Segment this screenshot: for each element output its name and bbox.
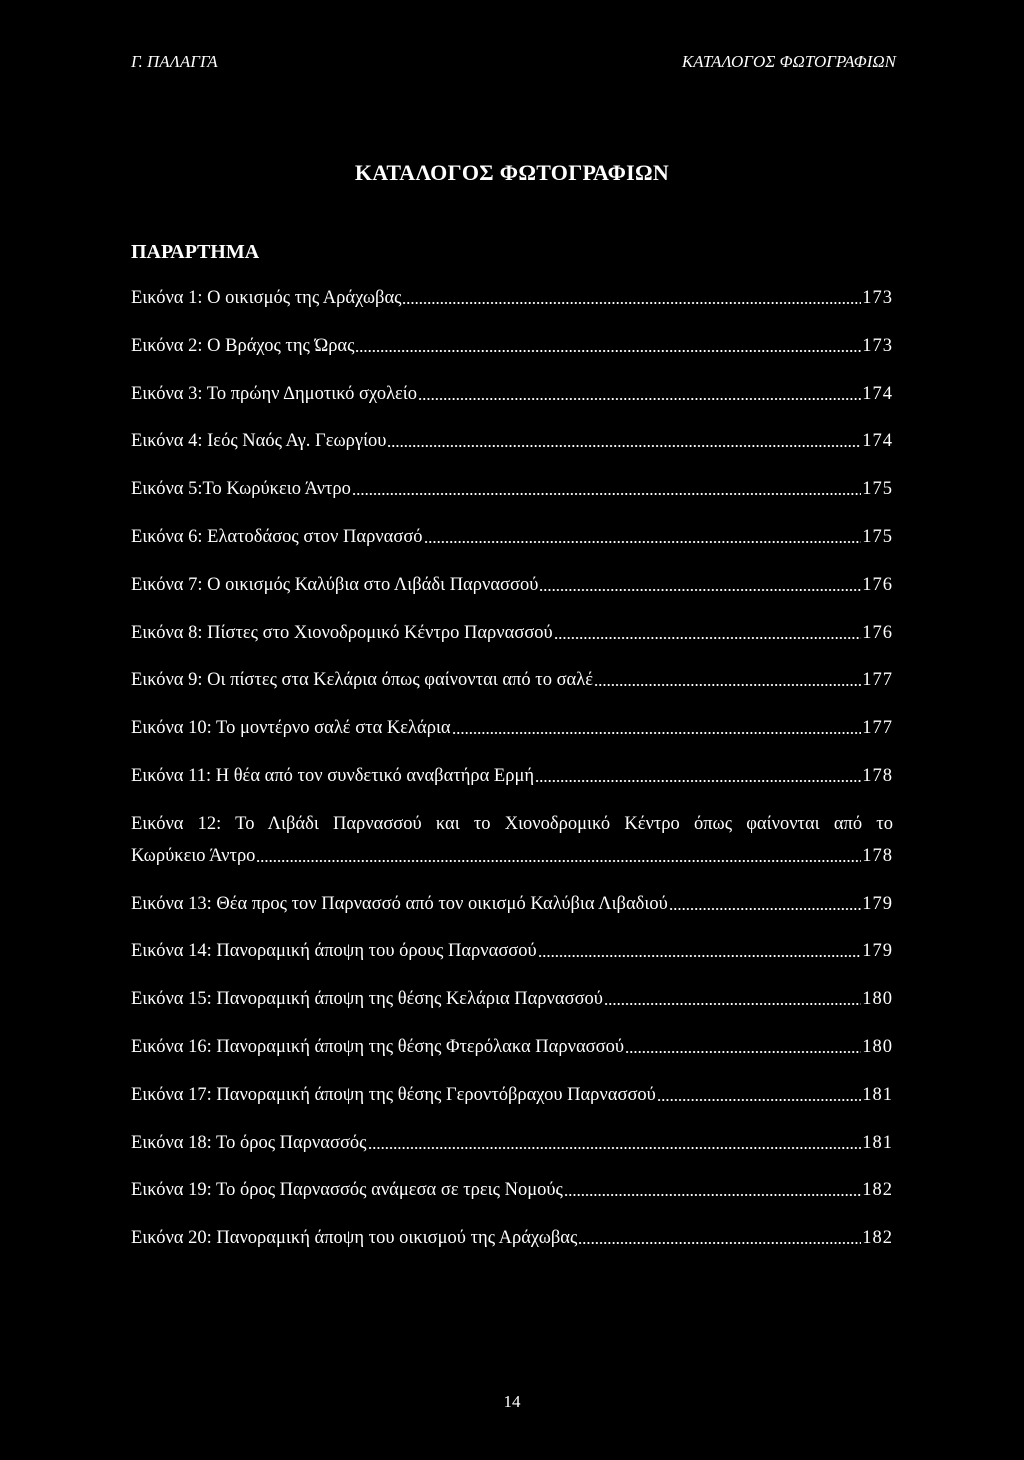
running-header-author: Γ. ΠΑΛΑΓΓΑ xyxy=(131,52,218,71)
figure-entry-page: 176 xyxy=(862,574,893,595)
figure-entry-page: 173 xyxy=(862,335,893,356)
figure-entry-text: Εικόνα 7: Ο οικισμός Καλύβια στο Λιβάδι Παρνασσού xyxy=(131,574,539,595)
figure-entry-14[interactable] xyxy=(131,939,893,963)
page-title: ΚΑΤΑΛΟΓΟΣ ΦΩΤΟΓΡΑΦΙΩΝ xyxy=(354,160,670,185)
figure-entry-text: Εικόνα 14: Πανοραμική άποψη του όρους Παρνασσού xyxy=(131,941,537,962)
figure-entry-17[interactable] xyxy=(131,1083,893,1107)
dot-leader xyxy=(604,992,861,1006)
dot-leader xyxy=(625,1040,861,1054)
figure-entry-text: Εικόνα 12: Το Λιβάδι Παρνασσού και το Χιονοδρομικό Κέντρο όπως φαίνονται από το xyxy=(131,813,893,834)
figure-entry-3[interactable] xyxy=(131,382,893,406)
figure-entry-text: Εικόνα 8: Πίστες στο Χιονοδρομικό Κέντρο Παρνασσού xyxy=(131,622,553,643)
figure-entry-page: 182 xyxy=(862,1228,893,1249)
figure-entry-page: 181 xyxy=(862,1132,893,1153)
figure-entry-text: Εικόνα 4: Ιεός Ναός Αγ. Γεωργίου xyxy=(131,431,387,452)
figure-entry-page: 180 xyxy=(862,989,893,1010)
dot-leader xyxy=(554,626,862,640)
dot-leader xyxy=(402,291,861,305)
figure-entry-20[interactable] xyxy=(131,1226,893,1250)
figure-entry-text: Εικόνα 17: Πανοραμική άποψη της θέσης Γεροντόβραχου Παρνασσού xyxy=(131,1084,656,1105)
figure-entry-text: Εικόνα 11: Η θέα από τον συνδετικό αναβατήρα Ερμή xyxy=(131,765,535,786)
figure-entry-text: Εικόνα 1: Ο οικισμός της Αράχωβας xyxy=(131,288,402,308)
figure-entry-text: Εικόνα 3: Το πρώην Δημοτικό σχολείο xyxy=(131,383,418,404)
figure-entry-10[interactable] xyxy=(131,716,893,740)
dot-leader xyxy=(539,578,861,592)
figure-entry-11[interactable] xyxy=(131,764,893,788)
figure-entry-page: 178 xyxy=(862,765,893,786)
dot-leader xyxy=(418,387,861,401)
figure-entry-text: Εικόνα 19: Το όρος Παρνασσός ανάμεσα σε τρεις Νομούς xyxy=(131,1180,563,1201)
dot-leader xyxy=(368,1136,862,1150)
figure-entry-4[interactable] xyxy=(131,429,893,453)
running-header-title: ΚΑΤΑΛΟΓΟΣ ΦΩΤΟΓΡΑΦΙΩΝ xyxy=(681,52,896,71)
figure-entry-text: Εικόνα 20: Πανοραμική άποψη του οικισμού της Αράχωβας xyxy=(131,1228,578,1249)
dot-leader xyxy=(535,769,861,783)
dot-leader xyxy=(352,482,861,496)
figure-entry-text: Εικόνα 6: Ελατοδάσος στον Παρνασσό xyxy=(131,526,423,547)
figure-entry-7[interactable] xyxy=(131,573,893,597)
dot-leader xyxy=(256,849,861,863)
figure-entry-text: Εικόνα 10: Το μοντέρνο σαλέ στα Κελάρια xyxy=(131,718,451,739)
figure-entry-text: Εικόνα 16: Πανοραμική άποψη της θέσης Φτερόλακα Παρνασσού xyxy=(131,1036,624,1057)
figure-entry-page: 180 xyxy=(862,1036,893,1057)
dot-leader xyxy=(452,721,862,735)
dot-leader xyxy=(355,339,861,353)
figure-entry-12[interactable] xyxy=(131,812,893,868)
figure-entry-9[interactable] xyxy=(131,668,893,692)
figure-entry-8[interactable] xyxy=(131,621,893,645)
figure-entry-page: 178 xyxy=(862,845,893,866)
figure-entry-text: Εικόνα 13: Θέα προς τον Παρνασσό από τον οικισμό Καλύβια Λιβαδιού xyxy=(131,893,668,914)
figure-entry-5[interactable] xyxy=(131,477,893,501)
figure-entry-page: 181 xyxy=(862,1084,893,1105)
figure-entry-text: Εικόνα 9: Οι πίστες στα Κελάρια όπως φαίνονται από το σαλέ xyxy=(131,670,593,691)
figure-entry-6[interactable] xyxy=(131,525,893,549)
figure-entry-text: Εικόνα 18: Το όρος Παρνασσός xyxy=(131,1132,367,1153)
figure-entry-page: 176 xyxy=(862,622,893,643)
dot-leader xyxy=(538,944,862,958)
figure-entry-18[interactable] xyxy=(131,1131,893,1155)
figure-entry-page: 182 xyxy=(862,1180,893,1201)
figure-entry-page: 173 xyxy=(862,288,893,308)
figure-entry-text: Κωρύκειο Άντρο xyxy=(131,845,256,866)
figure-entry-page: 177 xyxy=(862,718,893,739)
figure-entry-16[interactable] xyxy=(131,1035,893,1059)
figure-entry-15[interactable] xyxy=(131,987,893,1011)
figure-entry-continuation xyxy=(131,844,893,868)
dot-leader xyxy=(387,434,861,448)
figure-entry-page: 177 xyxy=(862,670,893,691)
figure-entry-19[interactable] xyxy=(131,1178,893,1202)
figure-entry-page: 174 xyxy=(862,383,893,404)
dot-leader xyxy=(564,1183,861,1197)
figure-list xyxy=(131,286,893,1274)
dot-leader xyxy=(669,897,861,911)
dot-leader xyxy=(594,673,861,687)
figure-entry-13[interactable] xyxy=(131,892,893,916)
figure-entry-page: 175 xyxy=(862,479,893,500)
figure-entry-text: Εικόνα 5:Το Κωρύκειο Άντρο xyxy=(131,479,351,500)
figure-entry-page: 179 xyxy=(862,941,893,962)
figure-entry-page: 179 xyxy=(862,893,893,914)
figure-entry-2[interactable] xyxy=(131,334,893,358)
figure-entry-text: Εικόνα 2: Ο Βράχος της Ώρας xyxy=(131,335,355,356)
figure-entry-1[interactable] xyxy=(131,286,893,310)
figure-entry-text: Εικόνα 15: Πανοραμική άποψη της θέσης Κελάρια Παρνασσού xyxy=(131,989,603,1010)
section-heading: ΠΑΡΑΡΤΗΜΑ xyxy=(131,241,260,263)
figure-entry-page: 174 xyxy=(862,431,893,452)
dot-leader xyxy=(424,530,862,544)
page-number: 14 xyxy=(503,1392,521,1411)
figure-entry-page: 175 xyxy=(862,526,893,547)
dot-leader xyxy=(578,1231,861,1245)
dot-leader xyxy=(657,1088,861,1102)
